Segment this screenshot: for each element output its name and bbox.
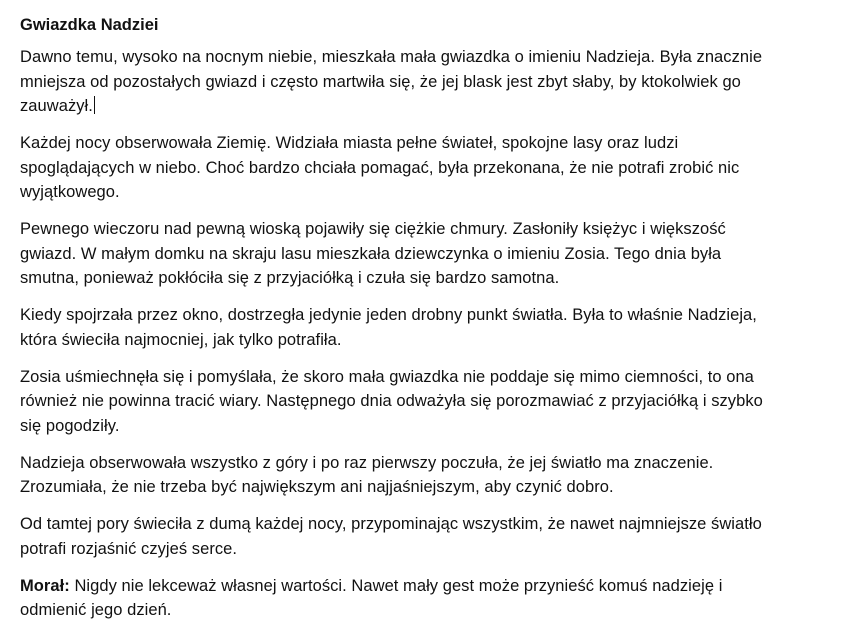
- document-title: Gwiazdka Nadziei: [20, 16, 159, 34]
- paragraph-7: Od tamtej pory świeciła z dumą każdej nocy, przypominając wszystkim, że nawet najmniejsze światło potrafi rozjaśnić czyjeś serce.: [20, 515, 762, 558]
- paragraph-3: Pewnego wieczoru nad pewną wioską pojawiły się ciężkie chmury. Zasłoniły księżyc i większość gwiazd. W małym domku na skraju lasu mieszkała dziewczynka o imieniu Zosia. Tego dnia była smutna, ponieważ pokłóciła się z przyjaciółką i czuła się bardzo samotna.: [20, 220, 726, 287]
- paragraph-1-text: Dawno temu, wysoko na nocnym niebie, mieszkała mała gwiazdka o imieniu Nadzieja. Była znacznie mniejsza od pozostałych gwiazd i często martwiła się, że jej blask jest zbyt słaby, by ktokolwiek go zauważył.: [20, 48, 763, 115]
- paragraph-6: Nadzieja obserwowała wszystko z góry i po raz pierwszy poczuła, że jej światło ma znaczenie. Zrozumiała, że nie trzeba być największym ani najjaśniejszym, aby czynić dobro.: [20, 453, 714, 496]
- moral-text: Nigdy nie lekceważ własnej wartości. Nawet mały gest może przynieść komuś nadzieję i odmienić jego dzień.: [20, 576, 723, 619]
- moral-label: Morał:: [20, 576, 70, 595]
- moral-paragraph: [20, 574, 780, 623]
- paragraph-5: Zosia uśmiechnęła się i pomyślała, że skoro mała gwiazdka nie poddaje się mimo ciemności, to ona również nie powinna tracić wiary. Następnego dnia odważyła się porozmawiać z przyjaciółką i szybko się pogodziły.: [20, 367, 763, 435]
- text-cursor: [94, 96, 95, 114]
- paragraph-4: Kiedy spojrzała przez okno, dostrzegła jedynie jeden drobny punkt światła. Była to właśnie Nadzieja, która świeciła najmocniej, jak tylko potrafiła.: [20, 306, 757, 349]
- paragraph-1: [20, 45, 780, 119]
- paragraph-2: Każdej nocy obserwowała Ziemię. Widziała miasta pełne świateł, spokojne lasy oraz ludzi spoglądających w niebo. Choć bardzo chciała pomagać, była przekonana, że nie potrafi zrobić nic wyjątkowego.: [20, 134, 740, 201]
